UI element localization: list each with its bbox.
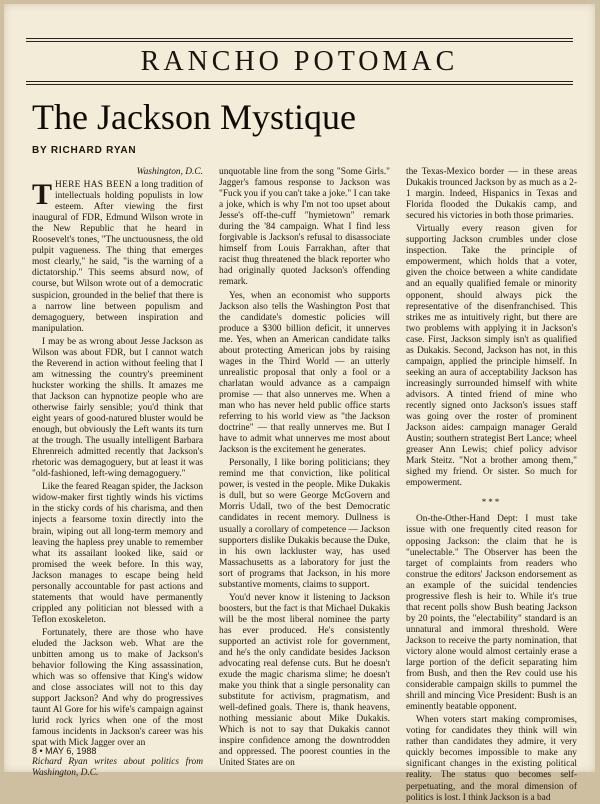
body-paragraph: When voters start making compromises, voting for candidates they think will win rather than candidates they admire, it very quickly becomes impossible to make any significant changes in the existing political reality. The status quo becomes self-perpetuating, and the moral dimension of politics is lost. I think Jackson is a bad — [406, 715, 577, 803]
article-byline: BY RICHARD RYAN — [32, 145, 137, 156]
masthead-rule-top-inner — [26, 41, 573, 42]
masthead-rule-top — [26, 38, 573, 39]
article-column-2 — [219, 167, 390, 767]
lead-paragraph — [32, 180, 203, 335]
author-bio: Richard Ryan writes about politics from Washington, D.C. — [32, 757, 203, 779]
dateline: Washington, D.C. — [136, 167, 203, 177]
body-paragraph: On-the-Other-Hand Dept: I must take issue with one frequently cited reason for opposing Jackson: the claim that he is "unelectable." The Observer has been the target of complaints from readers who construe the editors' Jackson endorsement as an example of the suicidal tendencies progressive flesh is heir to. While it's true that recent polls show Bush beating Jackson by 20 points, the "electability" standard is an unnatural and immoral threshold. Were Jackson to receive the party nomination, that victory alone would almost certainly erase a large portion of the deficit separating him from Bush, and then the Rev could use his considerable campaign skills to pummel the shrill and mincing Vice President: Bush is an eminently beatable opponent. — [406, 514, 577, 713]
body-paragraph: I may be as wrong about Jesse Jackson as Wilson was about FDR, but I cannot watch the Reverend in action without feeling that I am witnessing the country's preeminent huckster working the shills. It amazes me that Jackson can hypnotize people who are otherwise fairly sensible; you'd think that eight years of good-natured bluster would be enough, but obviously the Left wants its turn at the trough. The usually intelligent Barbara Ehrenreich admitted recently that Jackson's rhetoric was demagoguery, but at least it was "old-fashioned, left-wing demagoguery." — [32, 336, 203, 480]
body-paragraph: unquotable line from the song "Some Girls." Jagger's famous response to Jackson was "Fuck you if you can't take a joke." I can take a joke, which is why I'm not too upset about Jesse's off-the-cuff "hymietown" remark during the '84 campaign. What I find less forgivable is Jackson's refusal to disassociate himself from Louis Farrakhan, after that racist thug threatened the black reporter who had originally quoted Jackson's offending remark. — [219, 167, 391, 288]
body-paragraph: Like the feared Reagan spider, the Jackson widow-maker first tightly winds his victims in the sticky cords of his charisma, and then injects a fearsome toxin directly into the brain, wiping out all long-term memory and leaving the hapless prey unable to remember what its assailant looked like, said or promised the week before. In this way, Jackson manages to escape being held personally accountable for past actions and statements that would have permanently crippled any politician not blessed with a Teflon exoskeleton. — [32, 482, 203, 625]
body-paragraph: the Texas-Mexico border — in these areas Dukakis trounced Jackson by as much as a 2-1 margin. Indeed, Hispanics in Texas and Florida flooded the Dukakis camp, and secured his victories in both those primaries. — [406, 167, 577, 222]
article-column-3 — [406, 167, 577, 803]
section-title: RANCHO POTOMAC — [140, 46, 459, 77]
masthead-rule-bottom — [26, 81, 573, 82]
body-paragraph: You'd never know it listening to Jackson boosters, but the fact is that Michael Dukakis will be the most liberal nominee the party has ever produced. He's consistently supported an activist role for government, and he's the only candidate besides Jackson advocating real defense cuts. But he doesn't exude the magic charisma slime; he doesn't make you think that a single personality can substitute for activism, pragmatism, and well-defined goals. There is, thank heavens, nothing messianic about Mike Dukakis. Which is not to say that Dukakis cannot inspire confidence among the downtrodden and oppressed. The poorest counties in the United States are on — [219, 592, 390, 769]
masthead-rule-bottom-inner — [26, 84, 573, 85]
lead-text: a long tradition of intellectuals holding populists in low esteem. After viewing the first inaugural of FDR, Edmund Wilson wrote in the New Republic that he heard in Roosevelt's tones, "The unctuousness, the old pulpit vagueness. The thing that emerges most clearly," he said, "is the warning of a dictatorship." This seems absurd now, of course, but Wilson wrote out of a democratic suspicion, grounded in the belief that there is a narrow line between populism and demagoguery, between inspiration and manipulation. — [32, 180, 204, 334]
magazine-page — [4, 4, 595, 803]
body-paragraph: Fortunately, there are those who have eluded the Jackson web. What are the unbitten among us to make of Jackson's behavior following the King assassination, which was so offensive that King's widow and close associates will not to this day support Jackson? And why do progressives taunt Al Gore for his wife's campaign against lurid rock lyrics when one of the most famous incidents in Jackson's career was his spat with Mick Jagger over an — [32, 627, 203, 749]
body-paragraph: Yes, when an economist who supports Jackson also tells the Washington Post that the candidate's domestic policies will produce a $300 billion deficit, it unnerves me. Yes, when an American candidate talks about protecting American jobs by raising wages in the Third World — an utterly unrealistic proposal that only a fool or a charlatan would advance as a campaign promise — that also unnerves me. When a man who has never held public office starts referring to his world view as "the Jackson doctrine" — that really unnerves me. But I have to admit what unnerves me most about Jackson is the excitement he generates. — [219, 290, 390, 456]
body-paragraph: Virtually every reason given for supporting Jackson crumbles under close inspection. Take the principle of empowerment, which holds that a voter, given the choice between a white candidate and an equally qualified female or minority opponent, should always pick the representative of the disenfranchised. This strikes me as intuitively right, but there are two problems with applying it in Jackson's case. First, Jackson simply isn't as qualified as Dukakis. Second, Jackson has not, in this campaign, applied the principle himself. In seeking an aura of acceptability Jackson has increasingly surrounded himself with white advisors. A tinted friend of mine who recently signed onto Jackson's issues staff was going over the roster of prominent Jackson aides: campaign manager Gerald Austin; southern strategist Bert Lance; wheel greaser Ann Lewis; chief policy advisor Mark Steitz. "Not a brother among them," sighed my friend. Or sister. So much for empowerment. — [406, 224, 577, 489]
lead-caps: HERE HAS BEEN — [55, 180, 132, 191]
body-paragraph: Personally, I like boring politicians; they remind me that conviction, like political power, is vested in the people. Mike Dukakis is dull, but so were George McGovern and Morris Udall, two of the best Democratic candidates in recent memory. Dullness is usually a corollary of competence — Jackson supporters dislike Dukakis because the Duke, in his own lackluster way, has used Massachusetts as a laboratory for just the sort of programs that Jackson, in his more substantive moments, claims to support. — [219, 458, 390, 590]
drop-cap: T — [32, 178, 53, 212]
section-break-stars: *** — [481, 497, 502, 508]
article-headline: The Jackson Mystique — [32, 97, 356, 137]
page-folio: 8 • MAY 6, 1988 — [32, 746, 97, 756]
